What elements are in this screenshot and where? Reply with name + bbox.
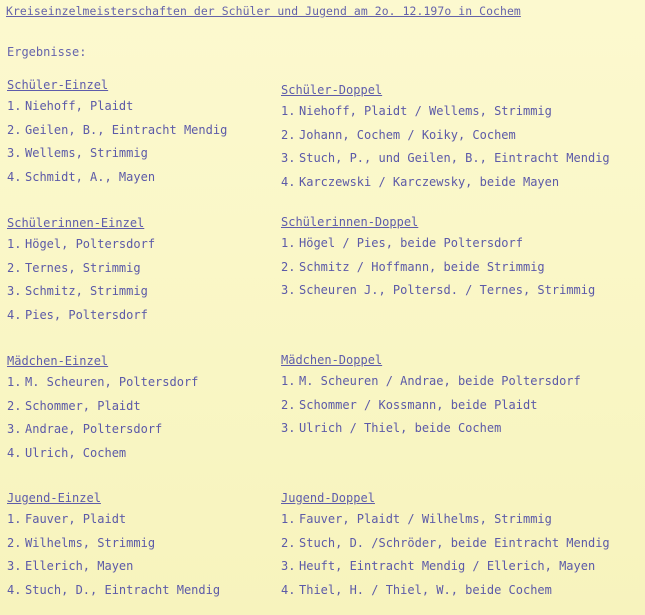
section-title: Schüler-Einzel: [7, 78, 109, 92]
result-entry: 3. Schmitz, Strimmig: [7, 284, 148, 298]
result-entry: 3. Ulrich / Thiel, beide Cochem: [281, 421, 502, 435]
result-entry: 1. Fauver, Plaidt: [7, 512, 127, 526]
result-entry: 2. Stuch, D. /Schröder, beide Eintracht Mendig: [281, 535, 610, 550]
result-entry: 3. Heuft, Eintracht Mendig / Ellerich, Mayen: [281, 559, 596, 573]
result-entry: 3. Ellerich, Mayen: [7, 559, 134, 573]
result-entry: 2. Schommer / Kossmann, beide Plaidt: [281, 397, 538, 412]
section-title: Jugend-Einzel: [7, 491, 101, 505]
result-entry: 1. M. Scheuren / Andrae, beide Poltersdorf: [281, 374, 581, 388]
result-entry: 2. Johann, Cochem / Koiky, Cochem: [281, 127, 516, 142]
result-entry: 3. Scheuren J., Poltersd. / Ternes, Strimmig: [281, 283, 596, 297]
result-entry: 2. Ternes, Strimmig: [7, 260, 141, 275]
section-title: Schülerinnen-Doppel: [281, 215, 419, 229]
results-label: Ergebnisse:: [7, 45, 87, 59]
section-title: Mädchen-Einzel: [7, 354, 109, 368]
result-entry: 4. Thiel, H. / Thiel, W., beide Cochem: [281, 582, 552, 597]
section-schuelerinnen-doppel: [281, 212, 645, 303]
section-title: Schüler-Doppel: [281, 83, 383, 97]
result-entry: 1. Niehoff, Plaidt: [7, 99, 134, 113]
section-title: Mädchen-Doppel: [281, 353, 383, 367]
section-jugend-doppel: [281, 488, 645, 602]
result-entry: 1. Högel / Pies, beide Poltersdorf: [281, 236, 523, 250]
result-entry: 2. Wilhelms, Strimmig: [7, 535, 156, 550]
result-entry: 4. Schmidt, A., Mayen: [7, 169, 156, 184]
result-entry: 2. Schommer, Plaidt: [7, 398, 141, 413]
result-entry: 2. Geilen, B., Eintracht Mendig: [7, 122, 228, 137]
result-entry: 1. Högel, Poltersdorf: [7, 237, 156, 251]
section-title: Jugend-Doppel: [281, 491, 375, 505]
result-entry: 4. Ulrich, Cochem: [7, 445, 127, 460]
result-entry: 1. Fauver, Plaidt / Wilhelms, Strimmig: [281, 512, 552, 526]
document-title: Kreiseinzelmeisterschaften der Schüler und Jugend am 2o. 12.197o in Cochem: [6, 4, 521, 18]
result-entry: 1. Niehoff, Plaidt / Wellems, Strimmig: [281, 104, 552, 118]
result-entry: 4. Karczewski / Karczewsky, beide Mayen: [281, 174, 560, 189]
section-schueler-doppel: [281, 80, 645, 194]
result-entry: 1. M. Scheuren, Poltersdorf: [7, 375, 199, 389]
section-maedchen-doppel: [281, 350, 645, 441]
result-entry: 4. Pies, Poltersdorf: [7, 307, 148, 322]
result-entry: 4. Stuch, D., Eintracht Mendig: [7, 582, 221, 597]
result-entry: 3. Wellems, Strimmig: [7, 146, 148, 160]
result-entry: 2. Schmitz / Hoffmann, beide Strimmig: [281, 259, 545, 274]
section-title: Schülerinnen-Einzel: [7, 216, 145, 230]
result-entry: 3. Stuch, P., und Geilen, B., Eintracht Mendig: [281, 151, 610, 165]
result-entry: 3. Andrae, Poltersdorf: [7, 422, 163, 436]
